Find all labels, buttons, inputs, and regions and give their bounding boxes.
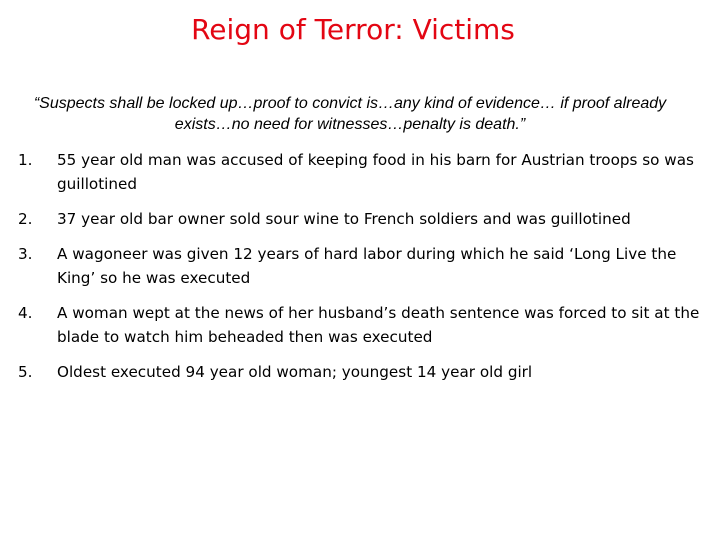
list-item — [18, 242, 708, 290]
list-item — [18, 207, 708, 231]
list-text: A woman wept at the news of her husband’s death sentence was forced to sit at the blade to watch him beheaded then was executed — [57, 304, 700, 346]
list-text: Oldest executed 94 year old woman; youngest 14 year old girl — [57, 363, 533, 381]
list-number: 1. — [18, 151, 33, 169]
list-number: 2. — [18, 210, 33, 228]
list-number: 4. — [18, 304, 33, 322]
list-number: 3. — [18, 245, 33, 263]
list-item — [18, 301, 708, 349]
victims-list — [18, 148, 708, 395]
slide-title: Reign of Terror: Victims — [191, 13, 515, 46]
list-number: 5. — [18, 363, 33, 381]
list-text: A wagoneer was given 12 years of hard labor during which he said ‘Long Live the King’ so he was executed — [57, 245, 677, 287]
list-item — [18, 148, 708, 196]
list-item — [18, 360, 708, 384]
quote-text: “Suspects shall be locked up…proof to convict is…any kind of evidence… if proof already exists…no need for witnesses…penalty is death.” — [33, 95, 667, 133]
list-text: 55 year old man was accused of keeping food in his barn for Austrian troops so was guillotined — [57, 151, 694, 193]
list-text: 37 year old bar owner sold sour wine to French soldiers and was guillotined — [57, 210, 631, 228]
